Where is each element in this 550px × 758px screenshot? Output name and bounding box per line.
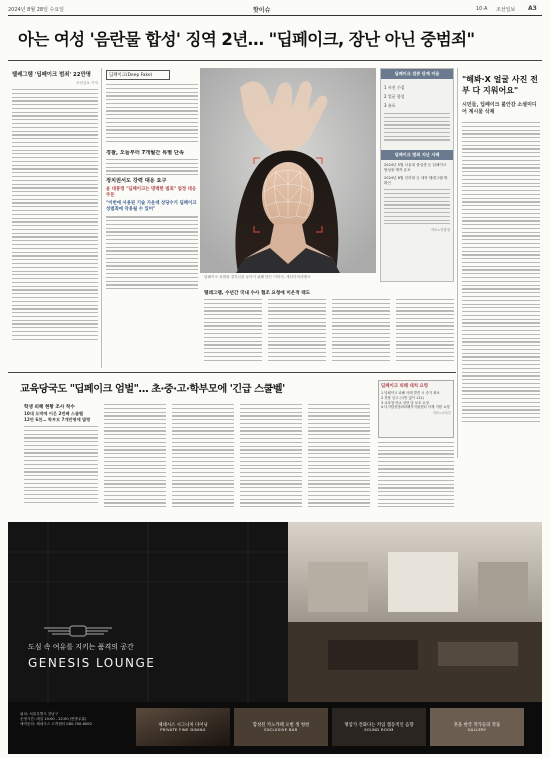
ad-caption-2-en: EXCLUSIVE BAR [264,728,298,732]
infobox-step-1: 1 사진 수집 [384,85,405,90]
ad-caption-1-ko: 제네시스 시그니처 다이닝 [158,723,208,728]
section2-col-2 [172,404,234,514]
deepfake-photo [200,68,376,273]
sidebox-item-4: 4 디지털성범죄피해자지원센터 삭제 지원 요청 [381,405,450,410]
column-divider-right [457,68,458,458]
ad-brand: GENESIS LOUNGE [28,656,156,670]
infobox [380,68,454,282]
infobox-case-2: 2024년 8월 인하대 등 대학 텔레그램 방 확인 [384,176,448,186]
sidebox-item-2: 2 경찰 신고 (국번 없이 112) [381,395,424,400]
section2-left-body [24,426,98,503]
masthead [8,4,542,14]
ad-caption-3-en: SOUND ROOM [364,728,394,732]
ad-footer [20,712,130,728]
masthead-page: A3 [528,5,537,12]
left-body-text-1 [12,89,98,340]
sidebox-title: 딥페이크 피해 대처 요령 [381,384,429,389]
sidebox [378,380,454,438]
second-column-lower [106,150,198,366]
second-body-text-1 [106,84,198,142]
second-subhead-2: 정치권서도 강력 대응 요구 [106,178,167,185]
headline-divider [8,60,542,61]
infobox-step-2: 2 얼굴 합성 [384,94,405,99]
left-byline: 조선일보 기자 [76,81,98,85]
ad-caption-2-ko: 합성된 카노카페 오벌 생 썽헌 [252,723,310,728]
ad-caption-4-en: GALLERY [467,728,487,732]
masthead-paper: 조선일보 [496,7,516,13]
sidebox-item-3: 3 교육청·학교 상담 및 보호 요청 [381,400,429,405]
second-subhead-2-sub: 윤 대통령 "딥페이크는 명백한 범죄" 엄정 대응 주문 [106,187,197,199]
sidebox-source: 자료=교육부 [432,411,451,416]
ad-caption-4-ko: 혼을 한국 작가들의 작품 [453,723,501,728]
second-subhead-1: 경찰, 오늘부터 7개월간 특별 단속 [106,150,184,156]
infobox-title-1: 딥페이크 검증 단계 이용 [381,69,453,79]
main-headline: 아는 여성 '음란물 합성' 징역 2년… "딥페이크, 장난 아닌 중범죄" [18,30,475,49]
center-text-col-2 [268,299,326,363]
section2-left [24,404,98,514]
masthead-section: 핫이슈 [253,7,271,14]
left-column [12,70,98,370]
section2-col-4 [308,404,370,514]
sidebox-item-1: 1 딥페이크 피해 사례 발견 시 증거 확보 [381,391,440,395]
ad-footer-line-2: 운영시간: 매일 10:00 - 22:00 (연중무휴) [20,717,87,722]
section2-col-3 [240,404,302,514]
infobox-cases [381,160,453,235]
photo-caption: 딥페이크 성범죄 경각심을 높이기 위해 만든 이미지. 게티이미지뱅크 [204,275,311,279]
deepfake-photo-svg [200,68,376,273]
infobox-case-1: 2024년 5월 서울대 졸업생 등 딥페이크 합성물 제작 유포 [384,163,447,173]
second-quote: "이번에 사용된 기술 가운데 상당수가 딥페이크 성범죄에 악용될 수 있어" [106,201,197,213]
ad-headline: 도심 속 여유를 지키는 품격의 공간 [28,643,134,651]
deepfake-tab-label: 딥페이크(Deep Fake) [109,73,153,78]
sidebox-lower-text [378,442,454,514]
right-column [462,68,540,458]
right-title: "해봐·X 얼굴 사진 전부 다 지워어요" [462,75,538,95]
ad-footer-line-3: 예약문의: 제네시스 고객센터 080-700-6000 [20,722,92,727]
section2-sub-1: 학생 피해 현황 조사 착수 [24,405,75,410]
ad-caption-3 [332,722,426,732]
left-kicker: 텔레그램 '딥페이크 범죄' 22만명 [12,72,91,78]
center-text-col-4 [396,299,454,363]
infobox-case-details [384,189,450,224]
infobox-step-details [384,113,450,141]
column-divider-1 [101,68,102,368]
infobox-title-2: 딥페이크 범죄 지난 사례 [381,150,453,160]
section2-sub-3: 12만 6천… 학부모 7개만명에 발령 [24,417,91,422]
right-subtitle: 시민들, 딥페이크 불안감 소셜미디어 계시물 삭제 [462,102,537,115]
ad-caption-1-en: PRIVATE FINE DINING [160,728,206,732]
second-body-text-2 [106,159,198,175]
ad-footer-line-1: 위치: 서울특별시 강남구 [20,712,59,716]
section2-sub-2: 10대 도박에 이은 2번째 스쿨벨 [24,411,84,416]
right-body-text [462,122,540,422]
section2-columns [104,404,374,514]
genesis-ad[interactable] [8,522,542,754]
second-body-text-3 [106,216,198,289]
ad-caption-4 [430,722,524,732]
center-text-col-1 [204,299,262,363]
ad-caption-3-ko: 명암가 견화다는 커임 캡동적인 음향 [344,723,414,728]
infobox-source: 자료=경찰청 [430,228,450,233]
sidebox-lower-body [378,442,454,507]
center-lower-text [204,290,454,370]
center-subhead: 텔레그램, 수년간 국내 수사 협조 요청에 미온적 태도 [204,291,311,296]
ad-caption-2 [234,722,328,732]
ad-caption-1 [136,722,230,732]
masthead-rule [8,15,542,16]
section2-rule [8,372,456,373]
masthead-page-number: 10·A [476,6,488,12]
infobox-steps [381,79,453,146]
masthead-date: 2024년 8월 28일 수요일 [8,7,65,13]
section2-headline: 교육당국도 "딥페이크 엄벌"… 초·중·고·학부모에 '긴급 스쿨벨' [20,384,285,395]
deepfake-tab [106,70,170,80]
center-text-col-3 [332,299,390,363]
section2-col-1 [104,404,166,514]
infobox-step-3: 3 유포 [384,103,396,108]
